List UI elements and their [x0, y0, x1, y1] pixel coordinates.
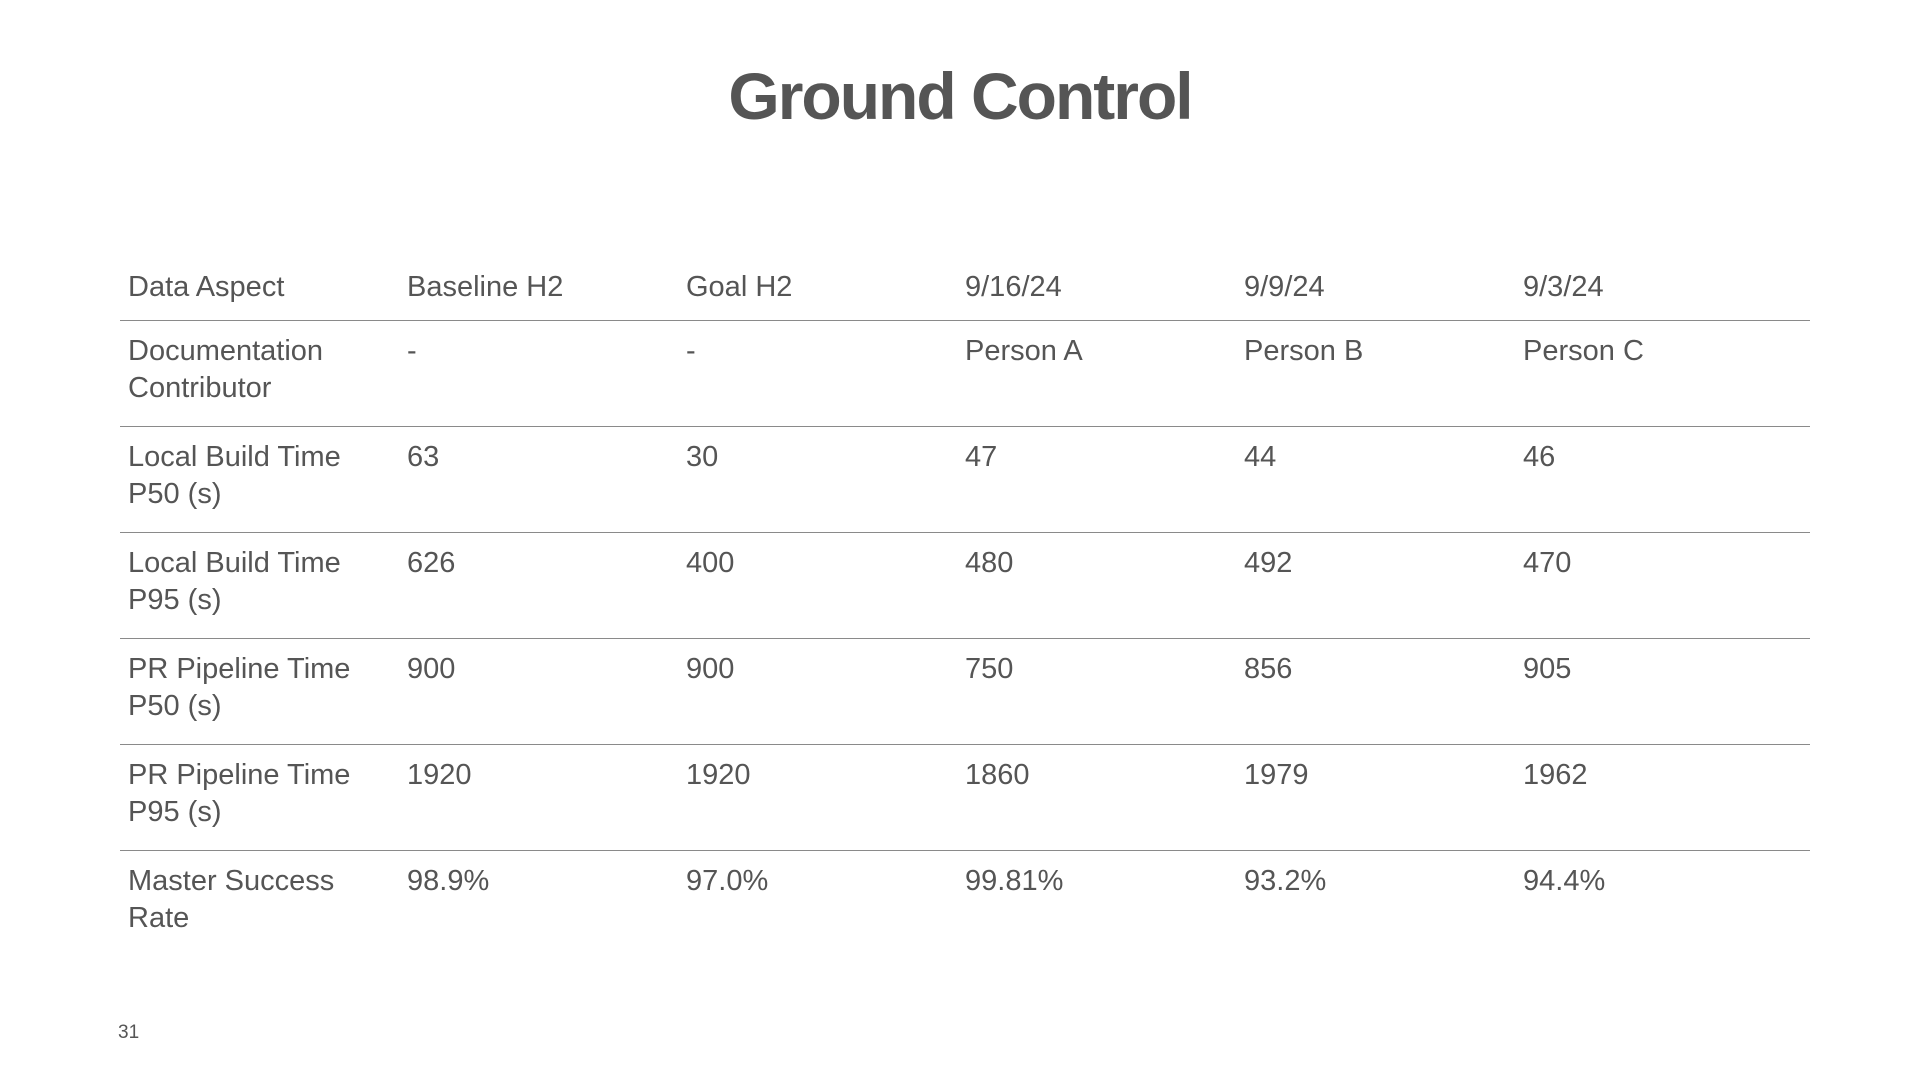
- row-label: PR Pipeline Time P50 (s): [120, 639, 399, 745]
- table-cell: 47: [957, 427, 1236, 533]
- page-number: 31: [118, 1022, 140, 1043]
- table-cell: 97.0%: [686, 865, 769, 897]
- table-cell: 30: [678, 427, 957, 533]
- table-cell: Person A: [957, 321, 1236, 427]
- table-cell: 1860: [957, 745, 1236, 851]
- column-header: Goal H2: [678, 259, 957, 321]
- table-row: [120, 745, 1810, 851]
- table-row: [120, 533, 1810, 639]
- table-cell: 1962: [1515, 745, 1810, 851]
- row-label: Local Build Time P50 (s): [120, 427, 399, 533]
- table-cell: Person C: [1515, 321, 1810, 427]
- table-cell: 900: [399, 639, 678, 745]
- table-cell: 480: [957, 533, 1236, 639]
- table-cell: 492: [1236, 533, 1515, 639]
- table-row: [120, 427, 1810, 533]
- table-cell: 46: [1515, 427, 1810, 533]
- row-label: Master Success Rate: [128, 865, 335, 934]
- table-row: [120, 321, 1810, 427]
- table-cell: 1920: [399, 745, 678, 851]
- table-cell: 400: [678, 533, 957, 639]
- table-row: [120, 851, 1810, 957]
- row-label: Local Build Time P95 (s): [120, 533, 399, 639]
- table-cell: 750: [957, 639, 1236, 745]
- table-cell: 856: [1236, 639, 1515, 745]
- table-cell: 44: [1236, 427, 1515, 533]
- table-cell: 470: [1515, 533, 1810, 639]
- table-cell: 1920: [678, 745, 957, 851]
- table-cell: 94.4%: [1523, 865, 1606, 897]
- column-header: 9/16/24: [957, 259, 1236, 321]
- column-header: 9/3/24: [1515, 259, 1810, 321]
- table-cell: Person B: [1236, 321, 1515, 427]
- table-row: [120, 639, 1810, 745]
- table-cell: -: [678, 321, 957, 427]
- table-header-row: [120, 259, 1810, 321]
- table-cell: 99.81%: [965, 865, 1064, 897]
- column-header: Baseline H2: [399, 259, 678, 321]
- row-label: PR Pipeline Time P95 (s): [120, 745, 399, 851]
- table-cell: 900: [678, 639, 957, 745]
- table-cell: 98.9%: [407, 865, 490, 897]
- table-cell: 626: [399, 533, 678, 639]
- table-cell: 905: [1515, 639, 1810, 745]
- table-cell: 1979: [1236, 745, 1515, 851]
- column-header: Data Aspect: [120, 259, 399, 321]
- table-cell: -: [399, 321, 678, 427]
- metrics-table: [120, 259, 1810, 956]
- table-cell: 93.2%: [1244, 865, 1327, 897]
- slide-title: Ground Control: [728, 59, 1192, 133]
- column-header: 9/9/24: [1236, 259, 1515, 321]
- row-label: Documentation Contributor: [120, 321, 399, 427]
- table-cell: 63: [399, 427, 678, 533]
